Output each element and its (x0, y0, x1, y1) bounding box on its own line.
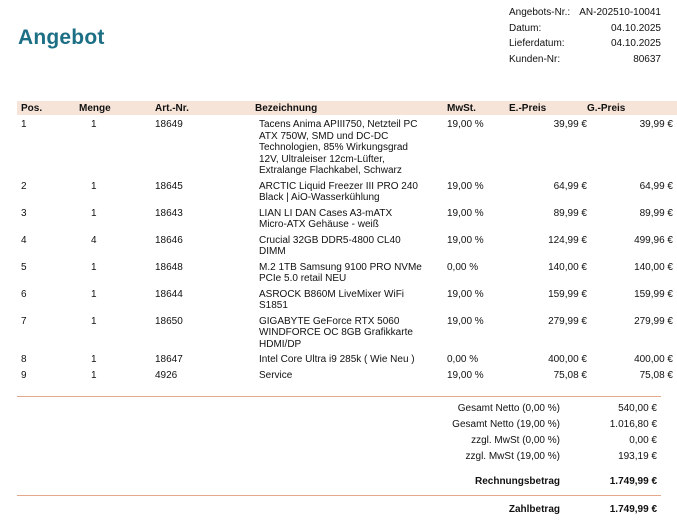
totals-label: zzgl. MwSt (0,00 %) (471, 435, 560, 446)
bezeichnung-line: Service (259, 369, 293, 381)
totals-block (380, 401, 661, 490)
art-nr-cell: 18647 (155, 354, 183, 365)
table-row (17, 208, 677, 235)
mwst-cell: 19,00 % (447, 119, 484, 130)
table-row (17, 181, 677, 208)
menge-cell: 1 (91, 119, 97, 130)
e-preis-cell: 140,00 € (548, 261, 587, 273)
menge-cell: 1 (91, 354, 97, 365)
meta-label: Datum: (509, 22, 542, 34)
totals-value: 193,19 € (618, 451, 657, 462)
bezeichnung-line: WINDFORCE OC 8GB Grafikkarte (259, 327, 413, 338)
pos-cell: 8 (21, 354, 27, 365)
bezeichnung-cell (253, 235, 447, 262)
menge-cell: 1 (91, 315, 97, 327)
zahlbetrag-block (380, 502, 661, 518)
column-header-e-preis: E.-Preis (509, 102, 547, 114)
bezeichnung-cell (253, 289, 447, 316)
menge-cell: 1 (91, 288, 97, 300)
menge-cell: 1 (91, 207, 97, 219)
items-table (17, 101, 677, 385)
rechnungsbetrag-label: Rechnungsbetrag (474, 476, 560, 487)
bezeichnung-line: GIGABYTE GeForce RTX 5060 (259, 315, 400, 327)
bezeichnung-line: Micro-ATX Gehäuse - weiß (259, 219, 379, 230)
g-preis-cell: 499,96 € (634, 234, 673, 246)
e-preis-cell: 279,99 € (548, 315, 587, 327)
bezeichnung-line: ASROCK B860M LiveMixer WiFi (259, 288, 405, 300)
meta-row-datum (509, 21, 661, 37)
meta-label: Kunden-Nr: (509, 53, 561, 65)
table-body (17, 115, 677, 385)
g-preis-cell: 75,08 € (639, 369, 673, 381)
table-row (17, 354, 677, 370)
pos-cell: 1 (21, 119, 27, 130)
meta-value: 04.10.2025 (610, 38, 661, 49)
mwst-cell: 19,00 % (447, 369, 484, 381)
totals-value: 540,00 € (618, 403, 657, 414)
mwst-cell: 0,00 % (447, 354, 479, 365)
divider (17, 495, 661, 496)
mwst-cell: 19,00 % (447, 234, 484, 246)
g-preis-cell: 64,99 € (639, 180, 673, 192)
pos-cell: 7 (21, 315, 27, 327)
art-nr-cell: 18650 (155, 315, 183, 327)
totals-value: 0,00 € (629, 435, 657, 446)
totals-row (380, 449, 661, 465)
bezeichnung-line: DIMM (259, 246, 286, 257)
bezeichnung-line: Crucial 32GB DDR5-4800 CL40 (259, 234, 401, 246)
bezeichnung-line: Technologien, 85% Wirkungsgrad (259, 142, 408, 153)
g-preis-cell: 279,99 € (634, 315, 673, 327)
meta-label: Lieferdatum: (509, 38, 565, 49)
bezeichnung-cell (253, 354, 447, 370)
meta-value: 04.10.2025 (610, 22, 661, 34)
table-row (17, 316, 677, 355)
bezeichnung-line: Extralange Flachkabel, Schwarz (259, 165, 402, 176)
g-preis-cell: 400,00 € (634, 354, 673, 365)
table-header-row (17, 101, 677, 115)
totals-label: Gesamt Netto (19,00 %) (452, 419, 560, 430)
bezeichnung-cell (253, 316, 447, 355)
bezeichnung-cell (253, 115, 447, 181)
rechnungsbetrag-row (380, 474, 661, 490)
bezeichnung-line: S1851 (259, 300, 288, 311)
menge-cell: 1 (91, 369, 97, 381)
pos-cell: 6 (21, 288, 27, 300)
column-header-mwst: MwSt. (447, 102, 476, 114)
totals-value: 1.016,80 € (609, 419, 657, 430)
mwst-cell: 0,00 % (447, 261, 479, 273)
e-preis-cell: 64,99 € (553, 180, 587, 192)
art-nr-cell: 18649 (155, 119, 183, 130)
pos-cell: 3 (21, 207, 27, 219)
g-preis-cell: 140,00 € (634, 261, 673, 273)
bezeichnung-cell (253, 262, 447, 289)
bezeichnung-line: 12V, Ultraleiser 12cm-Lüfter, (259, 153, 385, 165)
bezeichnung-cell (253, 181, 447, 208)
g-preis-cell: 89,99 € (639, 207, 673, 219)
column-header-bezeichnung: Bezeichnung (255, 102, 318, 114)
menge-cell: 4 (91, 234, 97, 246)
g-preis-cell: 159,99 € (634, 288, 673, 300)
menge-cell: 1 (91, 261, 97, 273)
bezeichnung-line: Intel Core Ultra i9 285k ( Wie Neu ) (259, 354, 415, 365)
totals-row (380, 433, 661, 449)
pos-cell: 2 (21, 180, 27, 192)
table-row (17, 289, 677, 316)
menge-cell: 1 (91, 180, 97, 192)
table-row (17, 235, 677, 262)
mwst-cell: 19,00 % (447, 315, 484, 327)
zahlbetrag-value: 1.749,99 € (609, 504, 657, 515)
pos-cell: 5 (21, 261, 27, 273)
bezeichnung-cell (253, 370, 447, 386)
g-preis-cell: 39,99 € (639, 119, 673, 130)
bezeichnung-line: PCIe 5.0 retail NEU (259, 273, 347, 284)
totals-row (380, 401, 661, 417)
totals-label: zzgl. MwSt (19,00 %) (465, 451, 560, 462)
bezeichnung-line: ARCTIC Liquid Freezer III PRO 240 (259, 180, 418, 192)
meta-label: Angebots-Nr.: (509, 7, 571, 18)
document-title: Angebot (18, 26, 105, 49)
meta-value: AN-202510-10041 (579, 7, 661, 18)
e-preis-cell: 124,99 € (548, 234, 587, 246)
bezeichnung-cell (253, 208, 447, 235)
mwst-cell: 19,00 % (447, 288, 484, 300)
mwst-cell: 19,00 % (447, 207, 484, 219)
meta-value: 80637 (633, 53, 661, 65)
e-preis-cell: 75,08 € (553, 369, 587, 381)
bezeichnung-line: Tacens Anima APIII750, Netzteil PC (259, 119, 418, 130)
meta-row-kunden-nr (509, 52, 661, 68)
art-nr-cell: 18646 (155, 234, 183, 246)
document-meta (509, 5, 661, 67)
e-preis-cell: 159,99 € (548, 288, 587, 300)
column-header-pos: Pos. (21, 102, 43, 114)
e-preis-cell: 400,00 € (548, 354, 587, 365)
bezeichnung-line: M.2 1TB Samsung 9100 PRO NVMe (259, 261, 422, 273)
bezeichnung-line: ATX 750W, SMD und DC-DC (259, 130, 389, 142)
divider (17, 396, 661, 397)
bezeichnung-line: HDMI/DP (259, 338, 302, 350)
column-header-menge: Menge (79, 102, 111, 114)
rechnungsbetrag-value: 1.749,99 € (609, 476, 657, 487)
art-nr-cell: 18644 (155, 288, 183, 300)
zahlbetrag-row (380, 502, 661, 518)
totals-label: Gesamt Netto (0,00 %) (457, 403, 560, 414)
mwst-cell: 19,00 % (447, 180, 484, 192)
table-row (17, 262, 677, 289)
e-preis-cell: 39,99 € (553, 119, 587, 130)
totals-row (380, 417, 661, 433)
pos-cell: 4 (21, 234, 27, 246)
bezeichnung-line: LIAN LI DAN Cases A3-mATX (259, 207, 393, 219)
art-nr-cell: 18648 (155, 261, 183, 273)
meta-row-angebots-nr (509, 5, 661, 21)
zahlbetrag-label: Zahlbetrag (508, 504, 560, 515)
table-row (17, 370, 677, 386)
e-preis-cell: 89,99 € (553, 207, 587, 219)
table-row (17, 115, 677, 181)
bezeichnung-line: Black | AiO-Wasserkühlung (259, 192, 380, 203)
art-nr-cell: 18643 (155, 207, 183, 219)
column-header-art-nr: Art.-Nr. (155, 102, 189, 114)
pos-cell: 9 (21, 369, 27, 381)
art-nr-cell: 4926 (155, 369, 178, 381)
art-nr-cell: 18645 (155, 180, 183, 192)
meta-row-lieferdatum (509, 36, 661, 52)
column-header-g-preis: G.-Preis (587, 102, 626, 114)
